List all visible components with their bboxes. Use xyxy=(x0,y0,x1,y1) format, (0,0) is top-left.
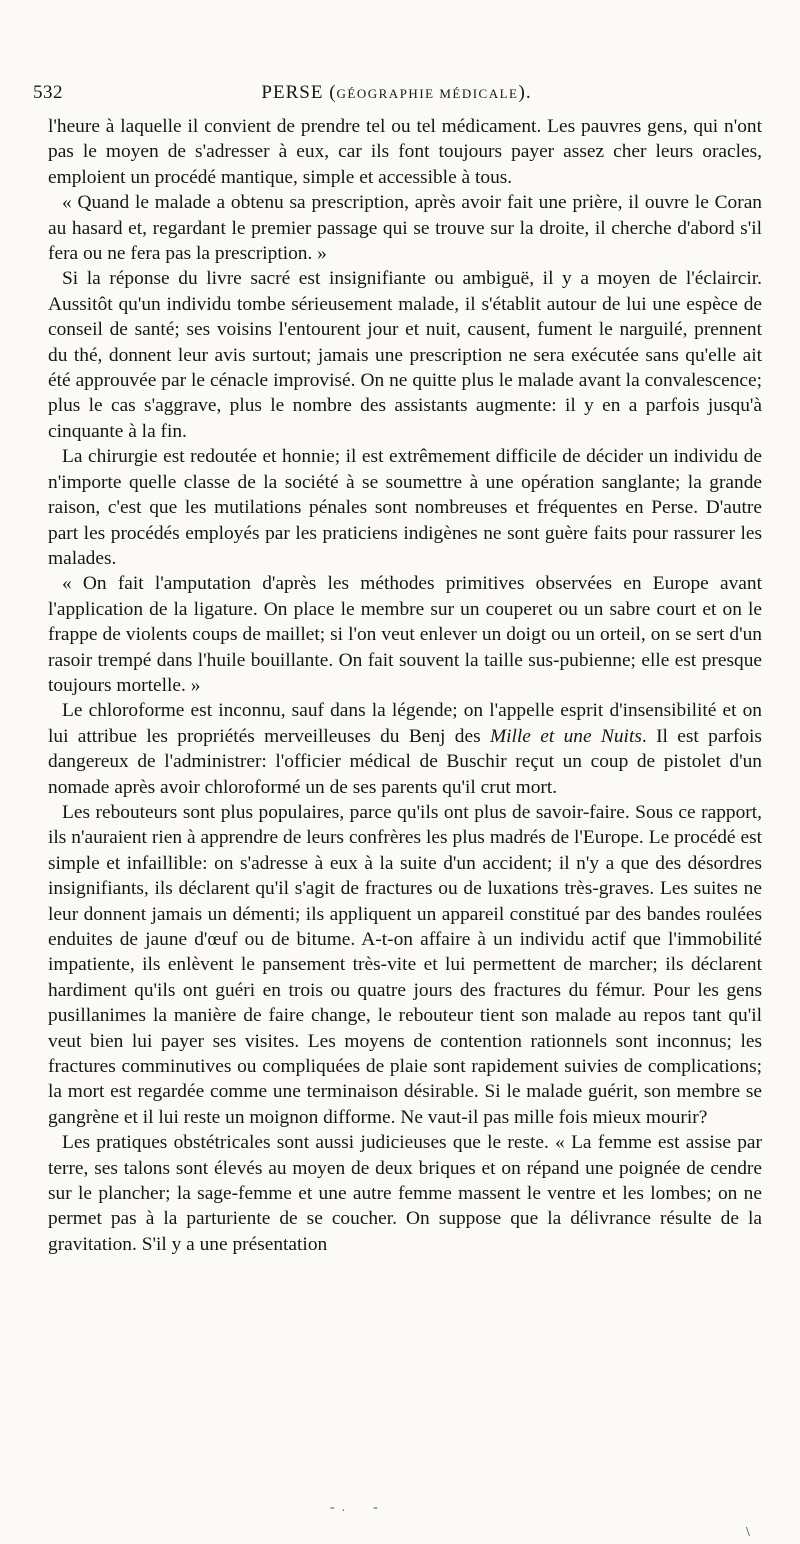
running-header xyxy=(33,82,760,108)
paragraph: « On fait l'amputation d'après les méthodes primitives observées en Europe avant l'application de la ligature. On place le membre sur un couperet ou un sabre court et on le frappe de violents coups de maillet; si l'on veut enlever un doigt ou un orteil, on se sert d'un rasoir trempé dans l'huile bouillante. On fait souvent la taille sus-pubienne; elle est presque toujours mortelle. » xyxy=(48,573,762,696)
paragraph xyxy=(48,698,762,800)
page-number: 532 xyxy=(33,82,63,103)
paragraph-text: Le chloroforme est inconnu, sauf dans la légende; on l'appelle esprit d'insensibilité et on lui attribue les propriétés merveilleuses du Benj des xyxy=(48,700,762,747)
paragraph: Les pratiques obstétricales sont aussi judicieuses que le reste. « La femme est assise par terre, ses talons sont élevés au moyen de deux briques et on répand une poignée de cendre sur le plancher; la sage-femme et une autre femme massent le ventre et les lombes; on ne permet pas à la parturiente de se coucher. On suppose que la délivrance résulte de la gravitation. S'il y a une présentation xyxy=(48,1132,762,1255)
paragraph: La chirurgie est redoutée et honnie; il est extrêmement difficile de décider un individu de n'importe quelle classe de la société à se soumettre à une opération sanglante; la grande raison, c'est que les mutilations pénales sont nombreuses et fréquentes en Perse. D'autre part les procédés employés par les praticiens indigènes ne sont guère faits pour rassurer les malades. xyxy=(48,446,762,569)
running-title-smallcaps: GÉOGRAPHIE MÉDICALE xyxy=(336,86,519,101)
running-title-main: PERSE ( xyxy=(261,82,337,103)
body-text xyxy=(48,114,762,1257)
paragraph: Les rebouteurs sont plus populaires, parce qu'ils ont plus de savoir-faire. Sous ce rapport, ils n'auraient rien à apprendre de leurs confrères les plus madrés de l'Europe. Le procédé est simple et infaillible: on s'adresse à eux à la suite d'un accident; il n'y a que des désordres insignifiants, ils déclarent qu'il s'agit de fractures ou de luxations très-graves. Les suites ne leur donnent jamais un démenti; ils appliquent un appareil constitué par des bandes roulées enduites de jaune d'œuf ou de bitume. A-t-on affaire à un individu actif que l'immobilité impatiente, ils enlèvent le pansement très-vite et lui permettent de marcher; ils déclarent hardiment qu'ils ont guéri en trois ou quatre jours des fractures du fémur. Pour les gens pusillanimes la manière de faire change, le rebouteur tient son malade au repos tant qu'il veut bien lui payer ses visites. Les moyens de contention rationnels sont inconnus; les fractures comminutives ou compliquées de plaie sont rapidement suivies de complications; la mort est regardée comme une terminaison désirable. Si le malade guérit, son membre se gangrène et il lui reste un moignon difforme. Ne vaut-il pas mille fois mieux mourir? xyxy=(48,801,762,1128)
paragraph-text: . Il est parfois dangereux de l'administrer: l'officier médical de Buschir reçut un coup de pistolet d'un nomade après avoir chloroformé un de ses parents qu'il crut mort. xyxy=(48,725,762,798)
paragraph: « Quand le malade a obtenu sa prescription, après avoir fait une prière, il ouvre le Coran au hasard et, regardant le premier passage qui se trouve sur la droite, il cherche d'abord s'il fera ou ne fera pas la prescription. » xyxy=(48,192,762,265)
scan-speck: - . - xyxy=(330,1500,378,1515)
paragraph: l'heure à laquelle il convient de prendre tel ou tel médicament. Les pauvres gens, qui n'ont pas le moyen de s'adresser à eux, car ils font toujours payer assez cher leurs oracles, emploient un procédé mantique, simple et accessible à tous. xyxy=(48,116,762,188)
book-title: Mille et une Nuits xyxy=(489,725,642,747)
paragraph: Si la réponse du livre sacré est insignifiante ou ambiguë, il y a moyen de l'éclaircir. Aussitôt qu'un individu tombe sérieusement malade, il s'établit autour de lui une espèce de conseil de santé; ses voisins l'entourent jour et nuit, causent, fument le narguilé, prennent du thé, donnent leur avis surtout; jamais une prescription ne sera exécutée sans qu'elle ait été approuvée par le cénacle improvisé. On ne quitte plus le malade avant la convalescence; plus le cas s'aggrave, plus le nombre des assistants augmente: il y en a parfois jusqu'à cinquante à la fin. xyxy=(48,268,762,442)
running-title xyxy=(33,82,760,104)
scan-speck: \ xyxy=(746,1525,750,1540)
running-title-end: ). xyxy=(518,82,532,103)
